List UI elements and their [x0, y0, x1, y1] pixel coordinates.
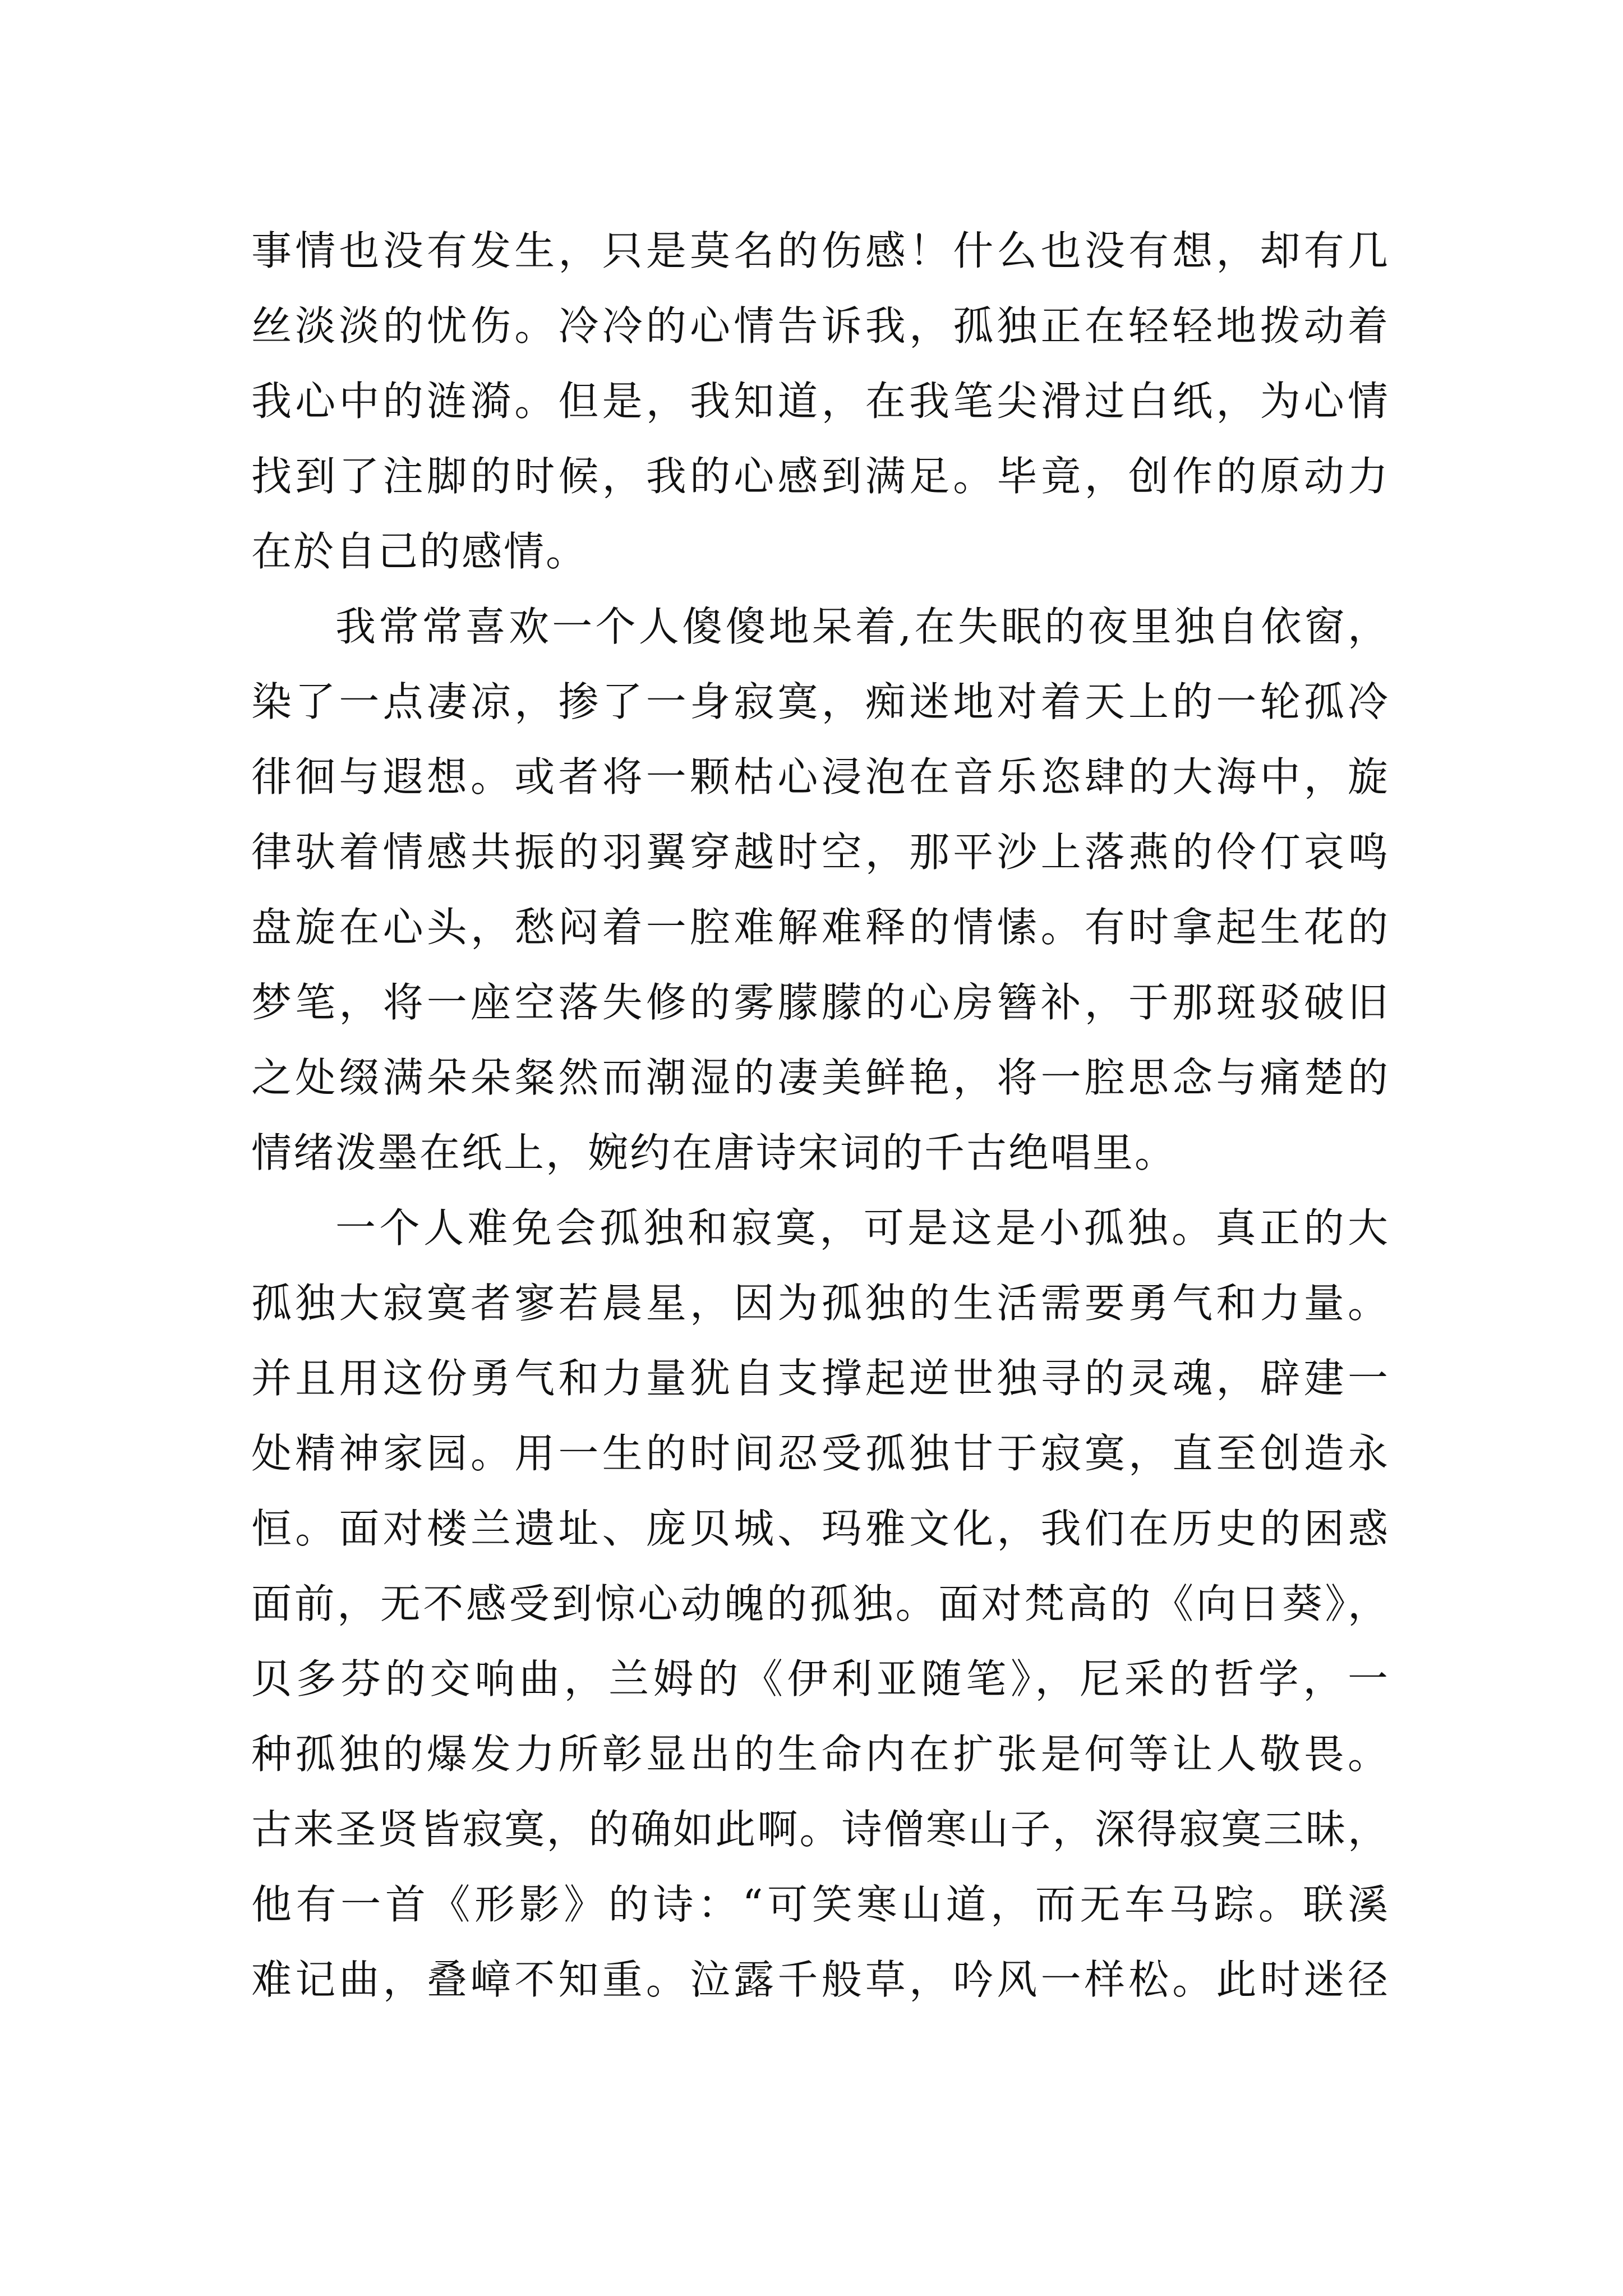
text-line: 律驮着情感共振的羽翼穿越时空，那平沙上落燕的伶仃哀鸣 [251, 829, 1390, 876]
text-line: 贝多芬的交响曲，兰姆的《伊利亚随笔》，尼采的哲学，一 [251, 1655, 1390, 1703]
paragraph-2 [251, 589, 1390, 1190]
text-line: 他有一首《形影》的诗：“可笑寒山道，而无车马踪。联溪 [251, 1881, 1390, 1928]
text-line: 面前，无不感受到惊心动魄的孤独。面对梵高的《向日葵》， [251, 1580, 1390, 1627]
text-line: 丝淡淡的忧伤。冷冷的心情告诉我，孤独正在轻轻地拨动着 [251, 302, 1390, 349]
text-line: 之处缀满朵朵粲然而潮湿的凄美鲜艳，将一腔思念与痛楚的 [251, 1054, 1390, 1101]
text-line: 难记曲，叠嶂不知重。泣露千般草，吟风一样松。此时迷径 [251, 1956, 1390, 2003]
text-line: 恒。面对楼兰遗址、庞贝城、玛雅文化，我们在历史的困惑 [251, 1505, 1390, 1552]
paragraph-3 [251, 1190, 1390, 2017]
text-line: 一个人难免会孤独和寂寞，可是这是小孤独。真正的大 [335, 1204, 1390, 1251]
text-line: 种孤独的爆发力所彰显出的生命内在扩张是何等让人敬畏。 [251, 1731, 1390, 1778]
text-line: 孤独大寂寞者寥若晨星，因为孤独的生活需要勇气和力量。 [251, 1280, 1390, 1327]
text-line: 处精神家园。用一生的时间忍受孤独甘于寂寞，直至创造永 [251, 1430, 1390, 1477]
text-line: 徘徊与遐想。或者将一颗枯心浸泡在音乐恣肆的大海中，旋 [251, 753, 1390, 800]
text-line: 我心中的涟漪。但是，我知道，在我笔尖滑过白纸，为心情 [251, 378, 1390, 425]
text-line: 并且用这份勇气和力量犹自支撑起逆世独寻的灵魂，辟建一 [251, 1355, 1390, 1402]
text-line: 情绪泼墨在纸上，婉约在唐诗宋词的千古绝唱里。 [251, 1129, 1177, 1176]
text-line: 梦笔，将一座空落失修的雾朦朦的心房簪补，于那斑驳破旧 [251, 979, 1390, 1026]
text-line: 事情也没有发生，只是莫名的伤感！什么也没有想，却有几 [251, 227, 1390, 274]
text-line: 我常常喜欢一个人傻傻地呆着,在失眠的夜里独自依窗， [335, 603, 1390, 650]
text-line: 染了一点凄凉，掺了一身寂寞，痴迷地对着天上的一轮孤冷 [251, 678, 1390, 725]
paragraph-1 [251, 213, 1390, 589]
text-line: 古来圣贤皆寂寞，的确如此啊。诗僧寒山子，深得寂寞三昧， [251, 1806, 1390, 1853]
text-line: 找到了注脚的时候，我的心感到满足。毕竟，创作的原动力 [251, 453, 1390, 500]
text-line: 在於自己的感情。 [251, 528, 588, 575]
text-line: 盘旋在心头，愁闷着一腔难解难释的情愫。有时拿起生花的 [251, 904, 1390, 951]
essay-body [251, 213, 1390, 2017]
